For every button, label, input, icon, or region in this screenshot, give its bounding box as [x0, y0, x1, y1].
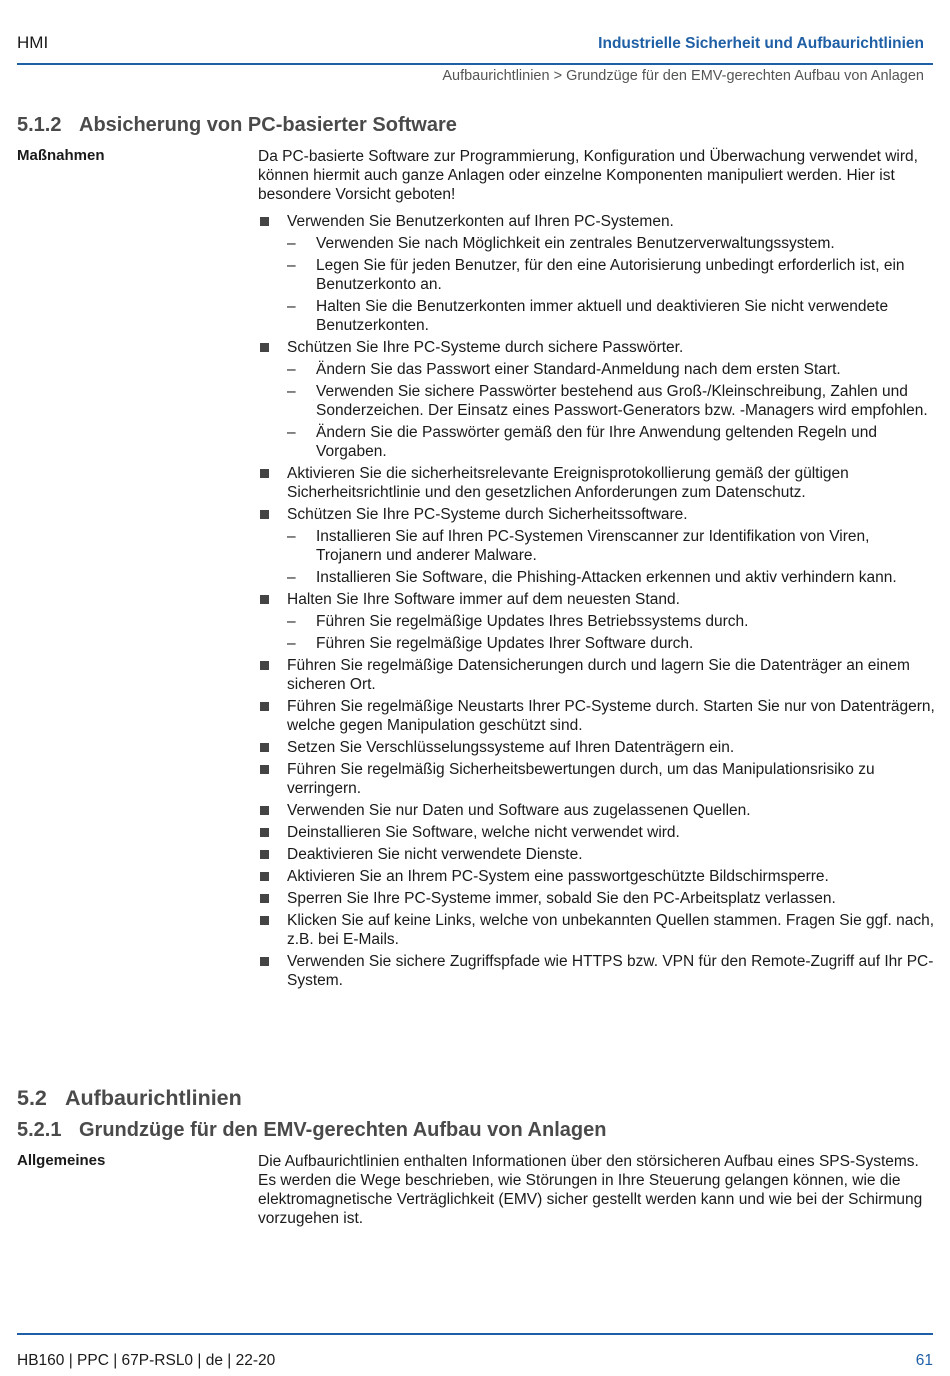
measure-item	[258, 505, 938, 587]
measure-text: Deaktivieren Sie nicht verwendete Dienste.	[287, 846, 583, 863]
section-title: Absicherung von PC-basierter Software	[79, 114, 457, 136]
section-title: Aufbaurichtlinien	[65, 1086, 242, 1110]
sub-measure-item	[287, 382, 938, 420]
general-text: Die Aufbaurichtlinien enthalten Informationen über den störsicheren Aufbau eines SPS-Systems. Es werden die Wege beschrieben, wie Störungen in Ihre Steuerung gelangen können, wie die elektromagnetische Verträglichkeit (EMV) sicher gestellt werden kann und wie bei der Schirmung vorzugehen ist.	[258, 1153, 923, 1227]
measure-text: Schützen Sie Ihre PC-Systeme durch sichere Passwörter.	[287, 339, 684, 356]
measures-list	[258, 212, 938, 990]
header-divider	[17, 63, 933, 65]
measure-text: Führen Sie regelmäßige Datensicherungen durch und lagern Sie die Datenträger an einem sicheren Ort.	[287, 657, 910, 693]
measure-text: Schützen Sie Ihre PC-Systeme durch Sicherheitssoftware.	[287, 506, 688, 523]
measure-text: Verwenden Sie Benutzerkonten auf Ihren PC-Systemen.	[287, 213, 674, 230]
square-bullet-icon	[260, 510, 269, 519]
measures-body	[258, 147, 938, 993]
section-number: 5.1.2	[17, 114, 62, 136]
sub-measure-item	[287, 634, 938, 653]
measure-text: Aktivieren Sie an Ihrem PC-System eine passwortgeschützte Bildschirmsperre.	[287, 868, 829, 885]
sub-measure-text: Legen Sie für jeden Benutzer, für den eine Autorisierung unbedingt erforderlich ist, ein Benutzerkonto an.	[316, 257, 905, 293]
measure-item	[258, 590, 938, 653]
sub-measure-text: Ändern Sie das Passwort einer Standard-Anmeldung nach dem ersten Start.	[316, 361, 841, 378]
measure-item	[258, 656, 938, 694]
section-heading-5-2-1	[17, 1119, 606, 1142]
measure-item	[258, 867, 938, 886]
measure-item	[258, 212, 938, 335]
measure-text: Führen Sie regelmäßig Sicherheitsbewertungen durch, um das Manipulationsrisiko zu verringern.	[287, 761, 875, 797]
sub-measure-item	[287, 527, 938, 565]
measure-text: Verwenden Sie nur Daten und Software aus zugelassenen Quellen.	[287, 802, 751, 819]
breadcrumb: Aufbaurichtlinien > Grundzüge für den EMV-gerechten Aufbau von Anlagen	[442, 68, 924, 84]
sub-measure-item	[287, 234, 938, 253]
square-bullet-icon	[260, 743, 269, 752]
dash-bullet-icon: –	[287, 235, 296, 252]
measure-text: Deinstallieren Sie Software, welche nicht verwendet wird.	[287, 824, 680, 841]
sub-measure-text: Halten Sie die Benutzerkonten immer aktuell und deaktivieren Sie nicht verwendete Benutzerkonten.	[316, 298, 889, 334]
square-bullet-icon	[260, 661, 269, 670]
measure-text: Verwenden Sie sichere Zugriffspfade wie HTTPS bzw. VPN für den Remote-Zugriff auf Ihr PC-System.	[287, 953, 934, 989]
dash-bullet-icon: –	[287, 635, 296, 652]
measure-item	[258, 952, 938, 990]
dash-bullet-icon: –	[287, 383, 296, 400]
square-bullet-icon	[260, 916, 269, 925]
side-label-massnahmen: Maßnahmen	[17, 147, 105, 164]
measure-item	[258, 738, 938, 757]
sub-measure-list	[287, 234, 938, 335]
sub-measure-text: Führen Sie regelmäßige Updates Ihres Betriebssystems durch.	[316, 613, 749, 630]
dash-bullet-icon: –	[287, 569, 296, 586]
dash-bullet-icon: –	[287, 528, 296, 545]
header-chapter: HMI	[17, 33, 49, 52]
measure-item	[258, 823, 938, 842]
sub-measure-text: Installieren Sie Software, die Phishing-Attacken erkennen und aktiv verhindern kann.	[316, 569, 897, 586]
measure-item	[258, 338, 938, 461]
sub-measure-text: Verwenden Sie sichere Passwörter bestehend aus Groß-/Kleinschreibung, Zahlen und Sonderzeichen. Der Einsatz eines Passwort-Generators bzw. -Managers wird empfohlen.	[316, 383, 928, 419]
measure-item	[258, 889, 938, 908]
sub-measure-item	[287, 297, 938, 335]
sub-measure-text: Ändern Sie die Passwörter gemäß den für Ihre Anwendung geltenden Regeln und Vorgaben.	[316, 424, 877, 460]
measure-item	[258, 464, 938, 502]
sub-measure-item	[287, 612, 938, 631]
square-bullet-icon	[260, 765, 269, 774]
section-number: 5.2.1	[17, 1119, 62, 1141]
general-body	[258, 1152, 938, 1228]
side-label-allgemeines: Allgemeines	[17, 1152, 106, 1169]
measure-text: Halten Sie Ihre Software immer auf dem neuesten Stand.	[287, 591, 680, 608]
square-bullet-icon	[260, 343, 269, 352]
sub-measure-text: Verwenden Sie nach Möglichkeit ein zentrales Benutzerverwaltungssystem.	[316, 235, 835, 252]
square-bullet-icon	[260, 872, 269, 881]
footer-divider	[17, 1333, 933, 1335]
header-title: Industrielle Sicherheit und Aufbaurichtlinien	[598, 35, 924, 52]
dash-bullet-icon: –	[287, 424, 296, 441]
measure-text: Führen Sie regelmäßige Neustarts Ihrer PC-Systeme durch. Starten Sie nur von Datenträgern, welche gegen Manipulation geschützt sind.	[287, 698, 935, 734]
sub-measure-list	[287, 360, 938, 461]
measure-text: Setzen Sie Verschlüsselungssysteme auf Ihren Datenträgern ein.	[287, 739, 735, 756]
square-bullet-icon	[260, 957, 269, 966]
measure-item	[258, 760, 938, 798]
square-bullet-icon	[260, 850, 269, 859]
dash-bullet-icon: –	[287, 613, 296, 630]
measure-text: Sperren Sie Ihre PC-Systeme immer, sobald Sie den PC-Arbeitsplatz verlassen.	[287, 890, 836, 907]
sub-measure-list	[287, 527, 938, 587]
measure-item	[258, 697, 938, 735]
measure-item	[258, 845, 938, 864]
section-heading-5-1-2	[17, 114, 457, 137]
square-bullet-icon	[260, 217, 269, 226]
sub-measure-text: Führen Sie regelmäßige Updates Ihrer Software durch.	[316, 635, 694, 652]
dash-bullet-icon: –	[287, 257, 296, 274]
measure-item	[258, 911, 938, 949]
sub-measure-list	[287, 612, 938, 653]
section-heading-5-2	[17, 1086, 242, 1111]
section-title: Grundzüge für den EMV-gerechten Aufbau von Anlagen	[79, 1119, 607, 1141]
square-bullet-icon	[260, 595, 269, 604]
square-bullet-icon	[260, 702, 269, 711]
square-bullet-icon	[260, 806, 269, 815]
sub-measure-item	[287, 360, 938, 379]
square-bullet-icon	[260, 469, 269, 478]
dash-bullet-icon: –	[287, 298, 296, 315]
section-number: 5.2	[17, 1086, 47, 1110]
sub-measure-item	[287, 423, 938, 461]
dash-bullet-icon: –	[287, 361, 296, 378]
square-bullet-icon	[260, 894, 269, 903]
measures-intro: Da PC-basierte Software zur Programmierung, Konfiguration und Überwachung verwendet wird, können hiermit auch ganze Anlagen oder einzelne Komponenten manipuliert werden. Hier ist besondere Vorsicht geboten!	[258, 148, 918, 203]
measure-text: Aktivieren Sie die sicherheitsrelevante Ereignisprotokollierung gemäß der gültigen Sicherheitsrichtlinie und den gesetzlichen Anforderungen zum Datenschutz.	[287, 465, 849, 501]
square-bullet-icon	[260, 828, 269, 837]
sub-measure-text: Installieren Sie auf Ihren PC-Systemen Virenscanner zur Identifikation von Viren, Trojanern und anderer Malware.	[316, 528, 870, 564]
footer-document-id: HB160 | PPC | 67P-RSL0 | de | 22-20	[17, 1352, 276, 1369]
measure-item	[258, 801, 938, 820]
sub-measure-item	[287, 256, 938, 294]
page-number: 61	[915, 1352, 933, 1369]
sub-measure-item	[287, 568, 938, 587]
measure-text: Klicken Sie auf keine Links, welche von unbekannten Quellen stammen. Fragen Sie ggf. nach, z.B. bei E-Mails.	[287, 912, 935, 948]
